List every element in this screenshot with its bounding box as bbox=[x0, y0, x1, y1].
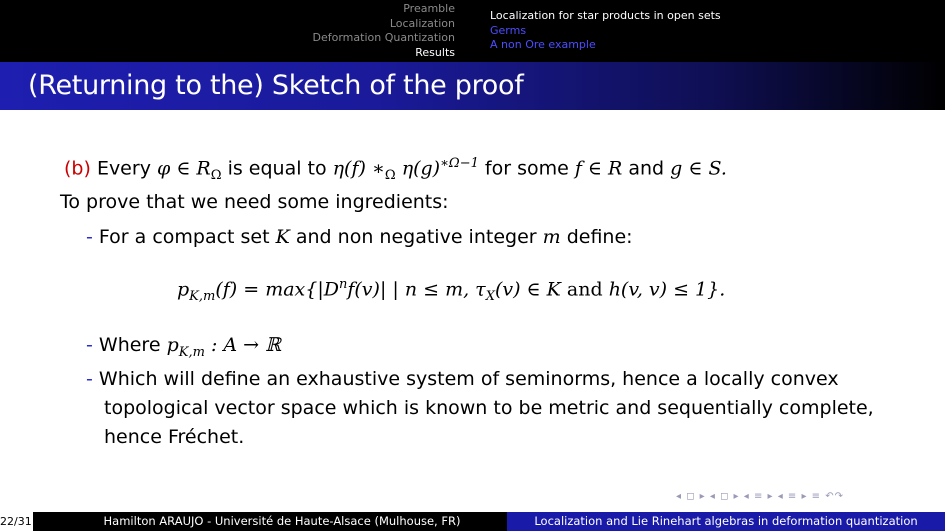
item-b-text: Every bbox=[96, 157, 151, 180]
item-b-text: for some bbox=[484, 157, 569, 180]
math-phi-in-r: φ ∈ R bbox=[156, 157, 211, 180]
bullet-dash: - bbox=[86, 226, 93, 248]
math-sup-inverse: ∗Ω−1 bbox=[440, 156, 479, 171]
bullet-compact-set bbox=[86, 226, 633, 248]
bullet-text: and non negative integer bbox=[295, 226, 537, 248]
math-m: m bbox=[542, 226, 561, 248]
header-bar bbox=[0, 0, 945, 62]
footer-talk-title: Localization and Lie Rinehart algebras in deformation quantization bbox=[507, 512, 945, 531]
bullet-text: Which will define an exhaustive system of seminorms, hence a locally convex bbox=[98, 368, 839, 390]
math-eta-f: η(f) ∗ bbox=[332, 157, 385, 180]
section-link-results[interactable]: Results bbox=[415, 45, 455, 59]
formula-part: (v) ∈ K bbox=[494, 278, 561, 301]
formula-p: p bbox=[177, 278, 190, 301]
section-link-preamble[interactable]: Preamble bbox=[403, 2, 455, 15]
formula-sub-x: X bbox=[485, 289, 495, 305]
math-sub-km: K,m bbox=[178, 344, 205, 360]
formula-sup-n: n bbox=[338, 277, 348, 292]
section-link-localization[interactable]: Localization bbox=[389, 16, 455, 30]
slide-title: (Returning to the) Sketch of the proof bbox=[28, 70, 524, 101]
math-p: p bbox=[166, 334, 179, 356]
item-b-text: is equal to bbox=[227, 157, 327, 180]
math-sub-omega: Ω bbox=[210, 168, 222, 184]
subsection-link-localization-star-products[interactable]: Localization for star products in open sets bbox=[490, 9, 721, 22]
math-f-in-r: f ∈ R bbox=[574, 157, 623, 180]
math-map: : A → ℝ bbox=[210, 334, 281, 356]
bullet-dash: - bbox=[86, 368, 93, 390]
bullet-text: define: bbox=[566, 226, 633, 248]
seminorm-formula bbox=[177, 277, 725, 304]
formula-part: h(v, v) ≤ 1}. bbox=[608, 278, 726, 301]
subsection-link-non-ore-example[interactable]: A non Ore example bbox=[490, 38, 596, 51]
section-nav bbox=[313, 2, 456, 60]
bullet-seminorms-line2: topological vector space which is known to be metric and sequentially complete, bbox=[104, 397, 874, 419]
section-link-deformation-quantization[interactable]: Deformation Quantization bbox=[312, 31, 455, 44]
math-eta-g: η(g) bbox=[401, 157, 441, 180]
formula-and: and bbox=[566, 278, 603, 301]
subsection-link-germs[interactable]: Germs bbox=[490, 23, 527, 37]
ingredients-intro: To prove that we need some ingredients: bbox=[60, 191, 449, 213]
bullet-where bbox=[86, 334, 281, 360]
math-sub-omega: Ω bbox=[384, 168, 396, 184]
item-b-marker: (b) bbox=[64, 157, 91, 180]
formula-part: (f) = max{|D bbox=[215, 278, 339, 301]
bullet-seminorms bbox=[86, 368, 839, 390]
math-k: K bbox=[275, 226, 290, 248]
bullet-seminorms-line3: hence Fréchet. bbox=[104, 426, 245, 448]
item-b-text: and bbox=[628, 157, 665, 180]
page-number: 22/31 bbox=[0, 512, 33, 531]
math-g-in-s: g ∈ S. bbox=[670, 157, 727, 180]
title-bar bbox=[0, 62, 945, 110]
formula-sub-km: K,m bbox=[189, 289, 216, 305]
subsection-nav bbox=[490, 9, 721, 53]
bullet-text: For a compact set bbox=[98, 226, 270, 248]
bullet-dash: - bbox=[86, 334, 93, 356]
formula-part: f(v)| | n ≤ m, τ bbox=[347, 278, 486, 301]
bullet-text: Where bbox=[98, 334, 161, 356]
footer-author: Hamilton ARAUJO - Université de Haute-Alsace (Mulhouse, FR) bbox=[33, 512, 507, 531]
item-b bbox=[64, 156, 727, 183]
beamer-navigation-icons[interactable]: ◂ ◻ ▸ ◂ ◻ ▸ ◂ ≡ ▸ ◂ ≡ ▸ ≡ ↶↷ bbox=[676, 491, 844, 502]
footer-bar bbox=[0, 512, 945, 531]
